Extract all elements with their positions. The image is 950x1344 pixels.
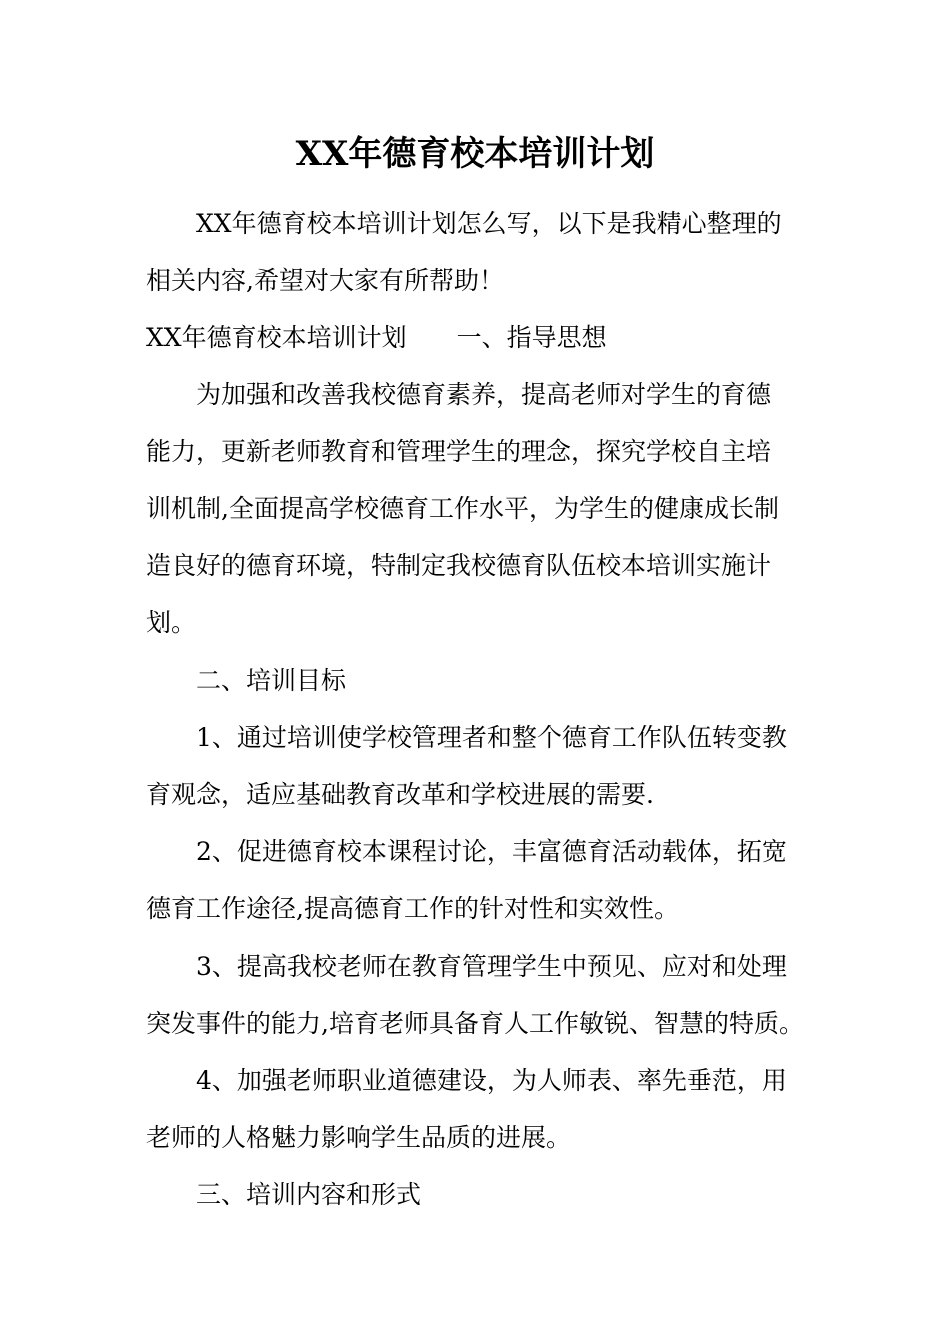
goal-4-line-2: 老师的人格魅力影响学生品质的进展。 [146, 1123, 572, 1152]
goal-3-line-1: 3、提高我校老师在教育管理学生中预见、应对和处理 [196, 952, 787, 981]
guiding-line-2: 能力，更新老师教育和管理学生的理念，探究学校自主培 [146, 437, 772, 466]
intro-line-1: XX年德育校本培训计划怎么写，以下是我精心整理的 [196, 209, 782, 238]
section-heading-guiding-ideology: 一、指导思想 [456, 323, 607, 352]
section-heading-training-goals: 二、培训目标 [196, 666, 347, 695]
intro-line-2: 相关内容,希望对大家有所帮助！ [146, 266, 504, 295]
document-title: XX年德育校本培训计划 [295, 134, 655, 174]
subtitle-plan-name: XX年德育校本培训计划 [146, 323, 407, 352]
goal-4-line-1: 4、加强老师职业道德建设，为人师表、率先垂范，用 [196, 1066, 787, 1095]
goal-3-line-2: 突发事件的能力,培育老师具备育人工作敏锐、智慧的特质。 [146, 1009, 804, 1038]
guiding-line-3: 训机制,全面提高学校德育工作水平，为学生的健康成长制 [146, 494, 779, 523]
guiding-line-5: 划。 [146, 608, 197, 637]
subtitle-line [146, 320, 806, 356]
goal-1-line-2: 育观念，适应基础教育改革和学校进展的需要. [146, 780, 654, 809]
guiding-line-1: 为加强和改善我校德育素养，提高老师对学生的育德 [196, 380, 772, 409]
goal-1-line-1: 1、通过培训使学校管理者和整个德育工作队伍转变教 [196, 723, 787, 752]
section-heading-training-content: 三、培训内容和形式 [196, 1180, 422, 1209]
goal-2-line-2: 德育工作途径,提高德育工作的针对性和实效性。 [146, 894, 679, 923]
goal-2-line-1: 2、促进德育校本课程讨论，丰富德育活动载体，拓宽 [196, 837, 787, 866]
guiding-line-4: 造良好的德育环境，特制定我校德育队伍校本培训实施计 [146, 551, 772, 580]
